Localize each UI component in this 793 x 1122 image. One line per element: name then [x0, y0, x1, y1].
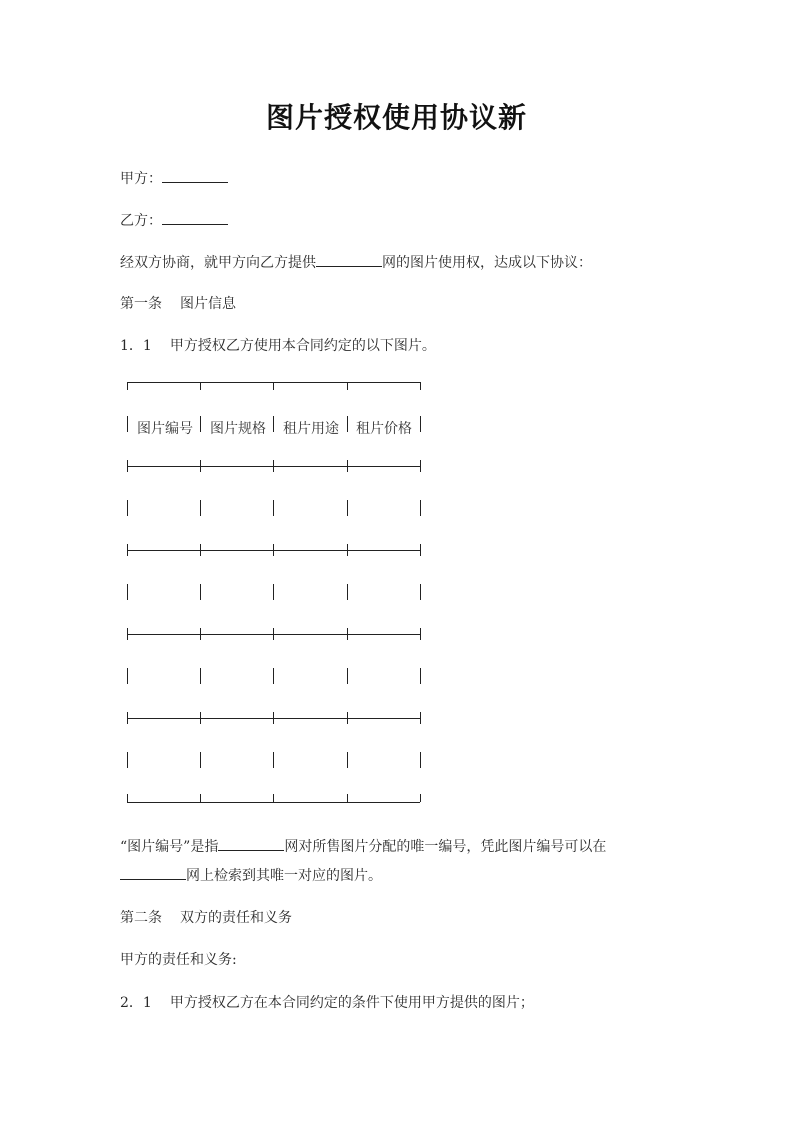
party-a-line	[120, 168, 228, 188]
article-2-title: 双方的责任和义务	[180, 910, 292, 926]
table-tick	[420, 794, 421, 802]
intro-paragraph	[120, 252, 592, 272]
article-2-number: 第二条	[120, 910, 162, 926]
table-tick	[127, 794, 128, 802]
table-cell-separator	[347, 500, 348, 516]
definition-blank-2	[120, 867, 186, 880]
table-tick	[127, 712, 128, 724]
article-1-number: 第一条	[120, 296, 162, 312]
definition-line-2-text: 网上检索到其唯一对应的图片。	[186, 868, 382, 884]
table-tick	[420, 382, 421, 390]
party-b-blank	[162, 212, 228, 225]
table-tick	[347, 794, 348, 802]
table-tick	[127, 628, 128, 640]
table-tick	[420, 628, 421, 640]
table-tick	[127, 382, 128, 390]
table-row-rule	[127, 802, 420, 803]
table-tick	[273, 544, 274, 556]
table-header-separator	[420, 416, 421, 432]
clause-1-1-number: 1．1	[120, 338, 152, 354]
table-tick	[200, 794, 201, 802]
table-cell-separator	[200, 500, 201, 516]
party-a-blank	[162, 170, 228, 183]
table-cell-separator	[200, 752, 201, 768]
table-header-price: 租片价格	[356, 421, 412, 437]
website-blank	[316, 254, 382, 267]
party-b-line	[120, 210, 228, 230]
party-a-duties-heading: 甲方的责任和义务:	[120, 952, 237, 968]
definition-line-1	[120, 836, 606, 856]
table-cell-separator	[347, 752, 348, 768]
table-cell-separator	[127, 584, 128, 600]
table-header-usage: 租片用途	[283, 421, 339, 437]
clause-1-1	[120, 335, 436, 355]
table-tick	[127, 544, 128, 556]
table-tick	[420, 544, 421, 556]
table-tick	[200, 712, 201, 724]
document-title: 图片授权使用协议新	[265, 101, 527, 134]
table-header-image-spec: 图片规格	[210, 421, 266, 437]
table-tick	[347, 382, 348, 390]
table-tick	[273, 460, 274, 472]
article-1-heading	[120, 293, 236, 313]
table-cell-separator	[420, 752, 421, 768]
intro-prefix: 经双方协商，就甲方向乙方提供	[120, 255, 316, 271]
table-cell-separator	[273, 668, 274, 684]
article-2-heading	[120, 907, 292, 927]
table-header-separator	[347, 416, 348, 432]
table-tick	[273, 382, 274, 390]
table-tick	[273, 628, 274, 640]
table-header-image-number: 图片编号	[137, 421, 193, 437]
table-tick	[347, 460, 348, 472]
table-header-separator	[200, 416, 201, 432]
table-tick	[347, 712, 348, 724]
table-cell-separator	[127, 500, 128, 516]
table-cell-separator	[347, 668, 348, 684]
clause-2-1-number: 2．1	[120, 995, 152, 1011]
table-cell-separator	[273, 500, 274, 516]
definition-blank-1	[218, 838, 284, 851]
table-tick	[200, 460, 201, 472]
table-cell-separator	[127, 668, 128, 684]
table-cell-separator	[273, 752, 274, 768]
clause-1-1-text: 甲方授权乙方使用本合同约定的以下图片。	[169, 338, 436, 354]
table-tick	[200, 628, 201, 640]
table-tick	[420, 712, 421, 724]
table-cell-separator	[420, 584, 421, 600]
table-tick	[127, 460, 128, 472]
clause-2-1-text: 甲方授权乙方在本合同约定的条件下使用甲方提供的图片；	[169, 995, 534, 1011]
table-cell-separator	[200, 668, 201, 684]
clause-2-1	[120, 992, 534, 1012]
table-tick	[200, 544, 201, 556]
table-cell-separator	[127, 752, 128, 768]
table-cell-separator	[420, 500, 421, 516]
article-1-title: 图片信息	[180, 296, 236, 312]
table-header-separator	[273, 416, 274, 432]
table-cell-separator	[200, 584, 201, 600]
table-cell-separator	[273, 584, 274, 600]
table-tick	[420, 460, 421, 472]
table-cell-separator	[420, 668, 421, 684]
party-b-label: 乙方：	[120, 213, 162, 229]
table-tick	[347, 628, 348, 640]
table-cell-separator	[347, 584, 348, 600]
table-tick	[347, 544, 348, 556]
intro-suffix: 网的图片使用权，达成以下协议：	[382, 255, 592, 271]
table-tick	[273, 712, 274, 724]
definition-prefix: “图片编号”是指	[120, 839, 219, 855]
table-header-separator	[127, 416, 128, 432]
definition-suffix: 网对所售图片分配的唯一编号，凭此图片编号可以在	[284, 839, 607, 855]
table-tick	[273, 794, 274, 802]
definition-line-2	[120, 865, 382, 885]
party-a-label: 甲方：	[120, 171, 162, 187]
table-tick	[200, 382, 201, 390]
